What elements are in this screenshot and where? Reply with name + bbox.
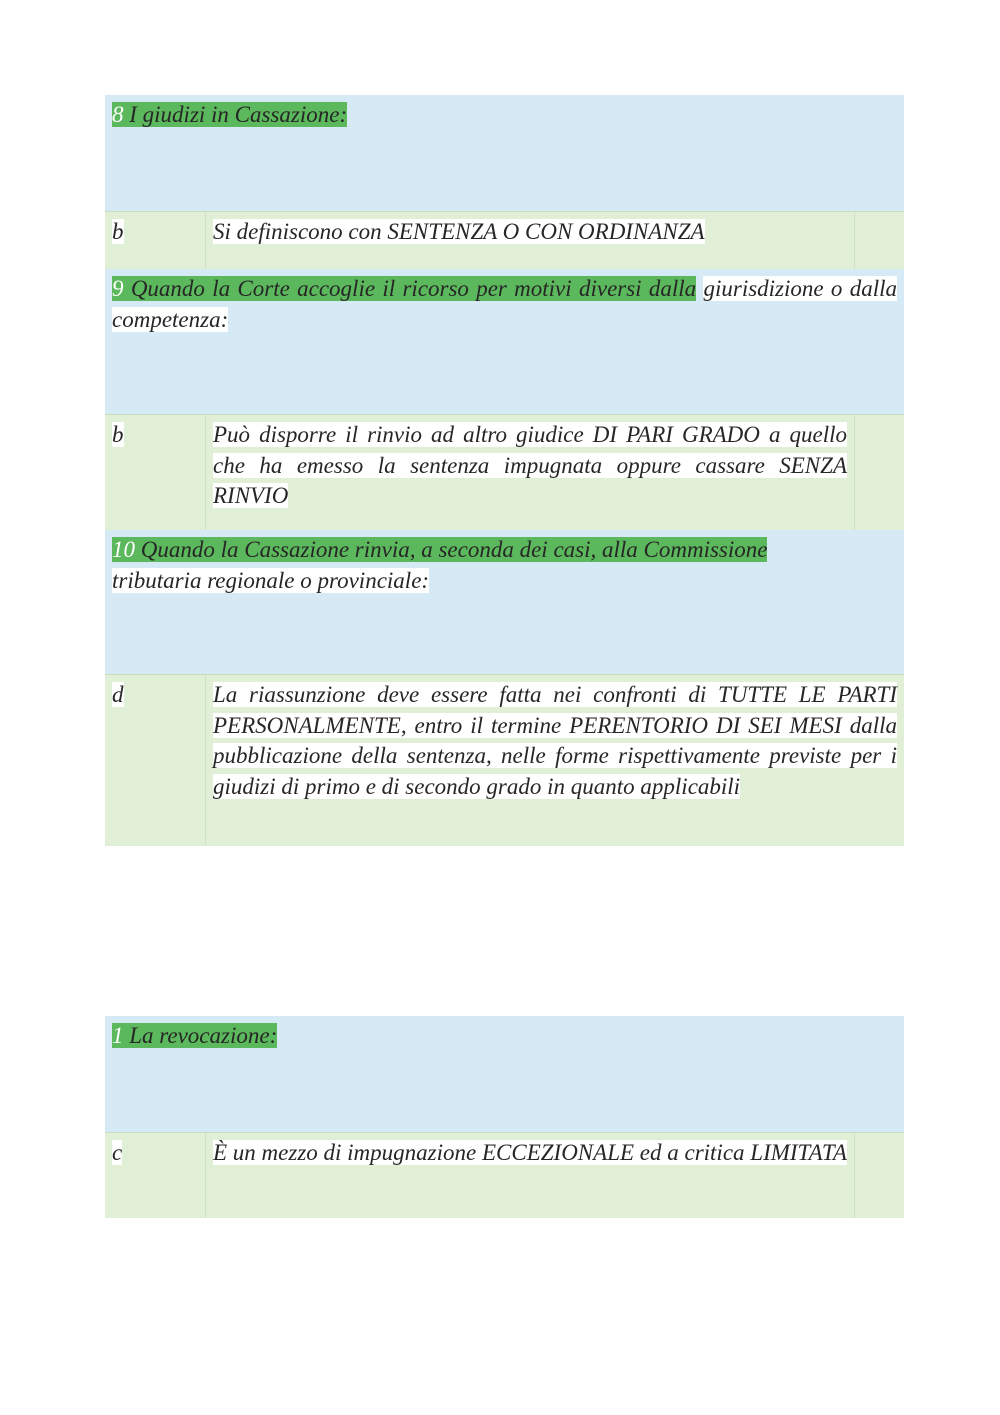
answer-letter-cell	[105, 415, 206, 530]
answer-text: È un mezzo di impugnazione ECCEZIONALE ed a critica LIMITATA	[213, 1140, 847, 1165]
answer-text: La riassunzione deve essere fatta nei confronti di TUTTE LE PARTI PERSONALMENTE, entro il termine PERENTORIO DI SEI MESI dalla pubblicazione della sentenza, nelle forme rispettivamente previste per i giudizi di primo e di secondo grado in quanto applicabili	[213, 682, 897, 799]
question-row	[105, 1016, 904, 1133]
question-text-highlighted: Quando la Cassazione rinvia, a seconda dei casi, alla Commissione	[140, 537, 768, 562]
question-text-rest: giurisdizione o dalla competenza:	[112, 276, 898, 332]
question-block-9	[105, 269, 904, 530]
question-number: 10	[112, 537, 135, 562]
answer-text-cell	[206, 212, 855, 269]
empty-cell	[855, 212, 904, 269]
question-block-revocazione	[105, 1016, 904, 1218]
answer-row	[105, 675, 904, 846]
answer-letter: c	[112, 1140, 123, 1165]
question-label	[112, 537, 767, 562]
empty-cell	[855, 1133, 904, 1218]
question-label	[112, 1023, 277, 1048]
answer-letter: b	[112, 422, 124, 447]
question-number: 8	[112, 102, 124, 127]
question-text: La revocazione:	[129, 1023, 278, 1048]
answer-text-cell	[206, 675, 904, 846]
question-block-10	[105, 530, 904, 846]
answer-letter: d	[112, 682, 124, 707]
question-text: I giudizi in Cassazione:	[129, 102, 348, 127]
answer-row	[105, 1133, 904, 1218]
answer-text-cell	[206, 415, 855, 530]
answer-text-cell	[206, 1133, 855, 1218]
question-row	[105, 269, 904, 415]
question-number: 9	[112, 276, 124, 301]
answer-letter-cell	[105, 1133, 206, 1218]
question-text-rest: tributaria regionale o provinciale:	[112, 567, 430, 593]
answer-letter-cell	[105, 675, 206, 846]
answer-letter: b	[112, 219, 124, 244]
question-block-8	[105, 95, 904, 269]
question-row	[105, 530, 904, 675]
question-number: 1	[112, 1023, 124, 1048]
answer-text: Può disporre il rinvio ad altro giudice DI PARI GRADO a quello che ha emesso la sentenza impugnata oppure cassare SENZA RINVIO	[213, 422, 847, 508]
question-row	[105, 95, 904, 212]
question-text-highlighted: Quando la Corte accoglie il ricorso per motivi diversi dalla	[130, 276, 697, 301]
empty-cell	[855, 415, 904, 530]
answer-row	[105, 212, 904, 269]
answer-text: Si definiscono con SENTENZA O CON ORDINANZA	[213, 219, 705, 244]
answer-letter-cell	[105, 212, 206, 269]
question-label	[112, 276, 696, 301]
answer-row	[105, 415, 904, 530]
question-label	[112, 102, 347, 127]
